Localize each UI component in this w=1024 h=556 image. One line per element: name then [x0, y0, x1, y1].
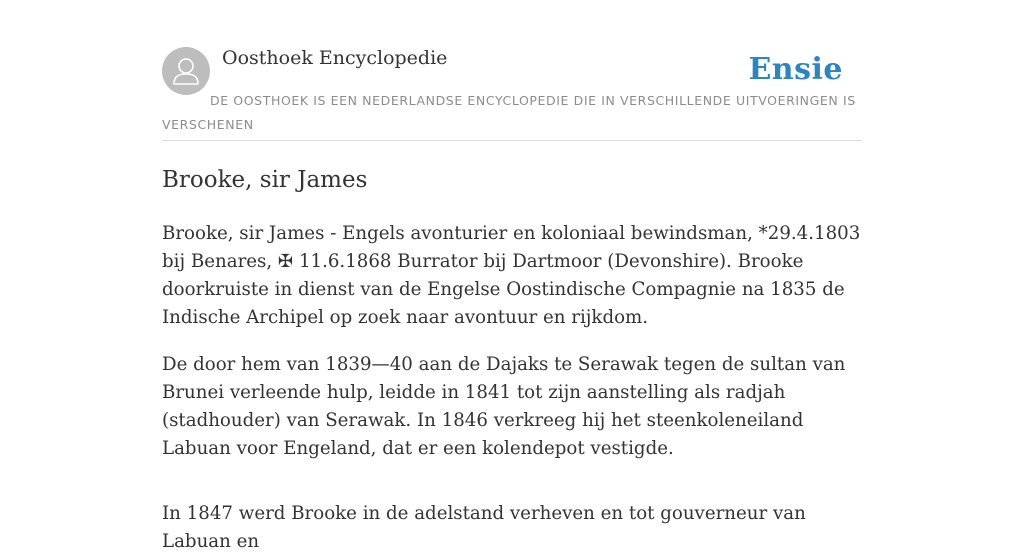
article-title: Brooke, sir James — [162, 167, 368, 193]
site-name[interactable]: Oosthoek Encyclopedie — [222, 47, 448, 69]
article-paragraph: Brooke, sir James - Engels avonturier en koloniaal bewindsman, *29.4.1803 bij Benares, ✠ 11.6.1868 Burrator bij Dartmoor (Devonshire). Brooke doorkruiste in dienst van de Engelse Oostindische Compagnie na 1835 de Indische Archipel op zoek naar avontuur en rijkdom. — [162, 223, 861, 328]
user-silhouette-icon — [162, 47, 210, 95]
article-paragraph: In 1847 werd Brooke in de adelstand verheven en tot gouverneur van Labuan en — [162, 503, 806, 552]
page — [162, 0, 862, 556]
brand-logo[interactable]: Ensie — [748, 52, 843, 87]
site-header — [162, 46, 862, 141]
article-paragraph: De door hem van 1839—40 aan de Dajaks te Serawak tegen de sultan van Brunei verleende hulp, leidde in 1841 tot zijn aanstelling als radjah (stadhouder) van Serawak. In 1846 verkreeg hij het steenkoleneiland Labuan voor Engeland, dat er een kolendepot vestigde. — [162, 354, 846, 459]
site-tagline: DE OOSTHOEK IS EEN NEDERLANDSE ENCYCLOPEDIE DIE IN VERSCHILLENDE UITVOERINGEN IS VERSCHENEN — [162, 93, 856, 132]
article-body — [162, 220, 862, 556]
avatar[interactable] — [162, 47, 210, 95]
